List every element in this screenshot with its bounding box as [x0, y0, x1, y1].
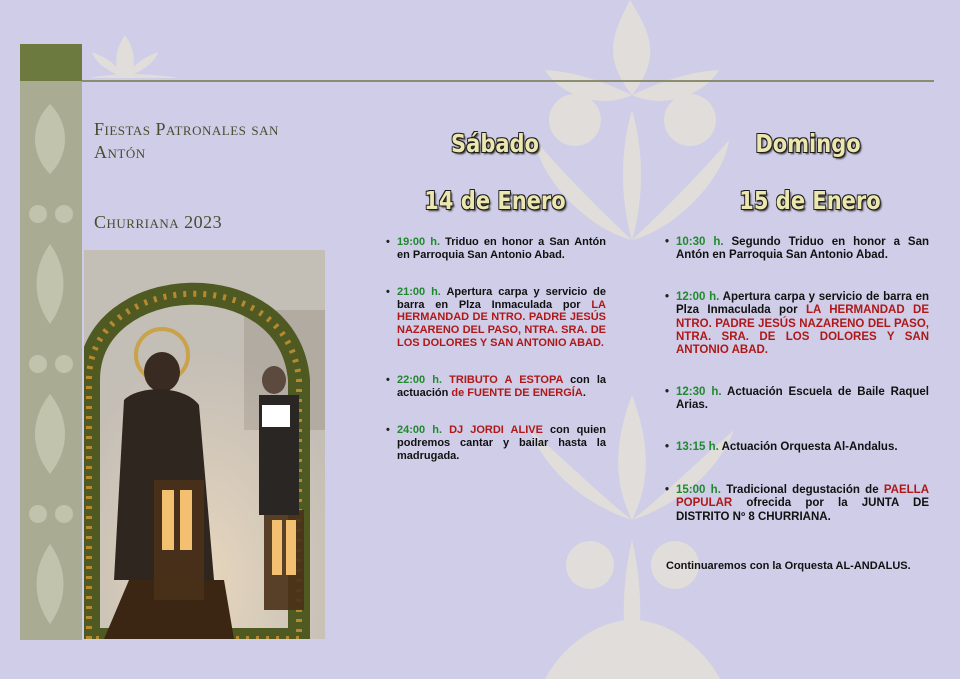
- schedule-item: • 12:30 h. Actuación Escuela de Baile Raquel Arias.: [665, 386, 929, 413]
- saturday-date-heading: 14 de Enero: [424, 186, 566, 215]
- schedule-item: • 19:00 h. Triduo en honor a San Antón en Parroquia San Antonio Abad.: [386, 236, 606, 261]
- saturday-schedule: [386, 236, 606, 462]
- sunday-date-heading: 15 de Enero: [739, 186, 881, 215]
- schedule-item: • 12:00 h. Apertura carpa y servicio de barra en Plza Inmaculada por LA HERMANDAD DE NTRO. PADRE JESÚS NAZARENO DEL PASO, NTRA. SRA. DE LOS DOLORES Y SAN ANTONIO ABAD.: [665, 291, 929, 358]
- schedule-item: • 24:00 h. DJ JORDI ALIVE con quien podremos cantar y bailar hasta la madrugada.: [386, 424, 606, 462]
- event-location-year: Churriana 2023: [94, 212, 223, 232]
- event-title: Fiestas Patronales san Antón: [94, 119, 279, 162]
- side-decorative-band: [20, 44, 82, 640]
- saturday-day-heading: Sábado: [451, 129, 539, 158]
- sunday-schedule: [665, 236, 929, 524]
- schedule-item: • 13:15 h. Actuación Orquesta Al-Andalus.: [665, 441, 929, 454]
- schedule-item: • 22:00 h. TRIBUTO A ESTOPA con la actuación de FUENTE DE ENERGÍA.: [386, 374, 606, 399]
- schedule-item: • 10:30 h. Segundo Triduo en honor a San Antón en Parroquia San Antonio Abad.: [665, 236, 929, 263]
- sunday-day-heading: Domingo: [755, 129, 861, 158]
- schedule-item: • 15:00 h. Tradicional degustación de PAELLA POPULAR ofrecida por la JUNTA DE DISTRITO Nº 8 CHURRIANA.: [665, 484, 929, 524]
- schedule-item: • 21:00 h. Apertura carpa y servicio de barra en Plza Inmaculada por LA HERMANDAD DE NTRO. PADRE JESÚS NAZARENO DEL PASO, NTRA. SRA. DE LOS DOLORES Y SAN ANTONIO ABAD.: [386, 286, 606, 349]
- header-divider: [82, 80, 934, 82]
- saint-statue-photo: [84, 250, 325, 639]
- side-band-header-block: [20, 44, 82, 81]
- vine-pattern-icon: [20, 44, 82, 640]
- closing-note: Continuaremos con la Orquesta AL-ANDALUS.: [666, 560, 911, 572]
